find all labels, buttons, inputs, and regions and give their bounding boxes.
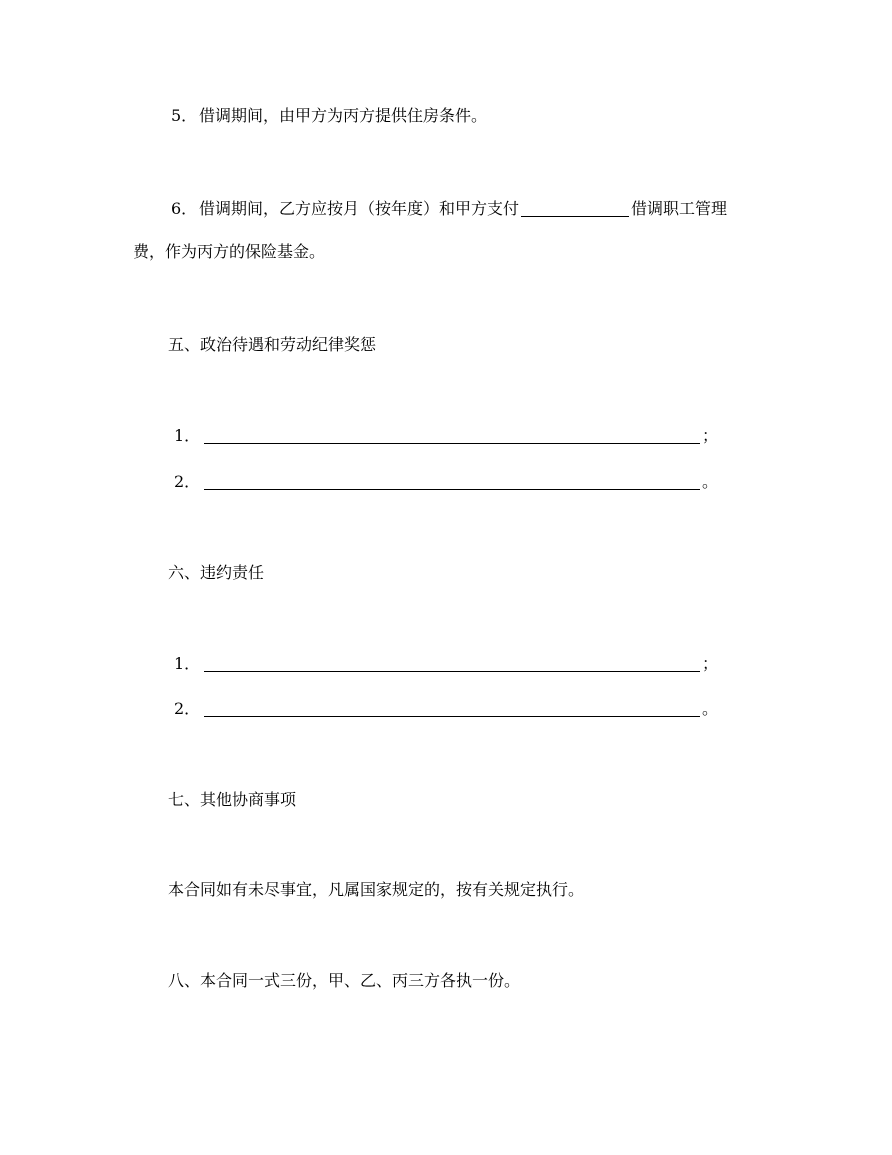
item-6-number: 6． [171, 199, 198, 218]
section-6-item-1-blank [204, 670, 700, 672]
item-6-text-before-blank: 借调期间，乙方应按月（按年度）和甲方支付 [199, 199, 520, 218]
section-7-text: 本合同如有未尽事宜，凡属国家规定的，按有关规定执行。 [168, 880, 585, 899]
item-6 [171, 201, 727, 217]
section-6-heading: 六、违约责任 [168, 563, 265, 582]
section-5-item-1-blank [204, 442, 700, 444]
section-6-item-1-number: 1． [174, 654, 201, 673]
section-6-item-2 [174, 701, 718, 717]
section-5-item-2 [174, 474, 718, 490]
section-5-heading: 五、政治待遇和劳动纪律奖惩 [168, 335, 377, 354]
section-5-item-1-end: ； [702, 426, 719, 445]
section-6-item-2-blank [204, 715, 700, 717]
item-6-text-after-blank: 借调职工管理 [631, 199, 728, 218]
item-5 [171, 108, 487, 124]
section-6-item-1-end: ； [702, 654, 719, 673]
item-5-text: 借调期间，由甲方为丙方提供住房条件。 [199, 106, 488, 125]
item-5-number: 5． [171, 106, 198, 125]
section-5-item-2-end: 。 [702, 472, 719, 491]
section-6-item-2-end: 。 [702, 699, 719, 718]
section-8-text: 八、本合同一式三份，甲、乙、丙三方各执一份。 [168, 971, 521, 990]
section-5-item-2-blank [204, 488, 700, 490]
section-6-item-1 [174, 656, 718, 672]
section-6-item-2-number: 2． [174, 699, 201, 718]
section-5-item-2-number: 2． [174, 472, 201, 491]
section-5-item-1 [174, 428, 718, 444]
section-5-item-1-number: 1． [174, 426, 201, 445]
item-6-fill-blank [521, 215, 629, 217]
section-7-heading: 七、其他协商事项 [168, 790, 297, 809]
item-6-continuation: 费，作为丙方的保险基金。 [133, 242, 326, 261]
